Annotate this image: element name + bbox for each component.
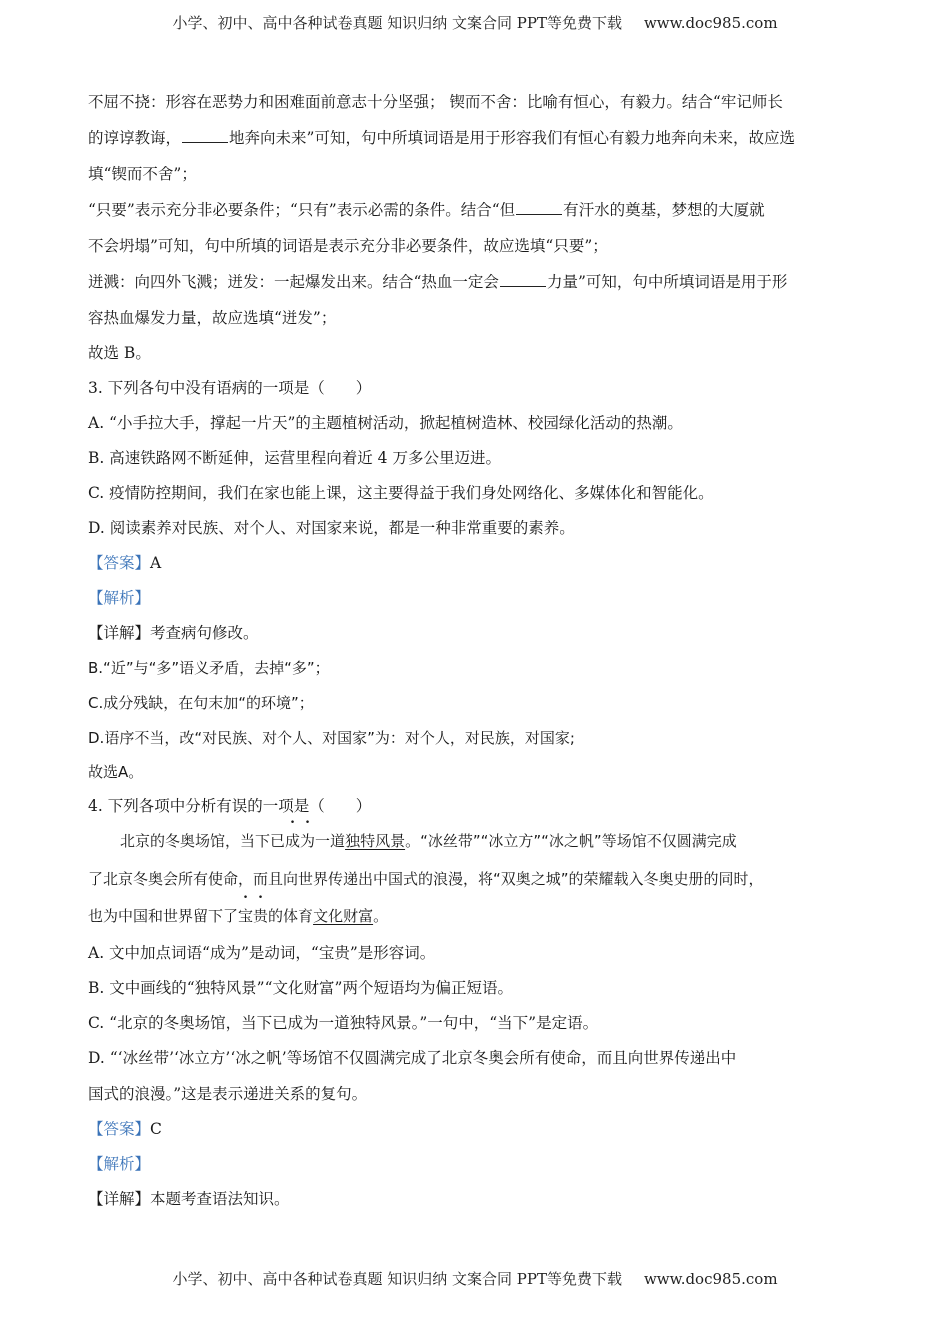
q3-stem: 3. 下列各句中没有语病的一项是（ ） — [88, 379, 372, 397]
page-header — [0, 12, 950, 33]
underlined-phrase: 文化财富 — [313, 907, 374, 925]
q4-option-c: C. “北京的冬奥场馆，当下已成为一道独特风景。”一句中，“当下”是定语。 — [88, 1014, 599, 1032]
q3-option-d: D. 阅读素养对民族、对个人、对国家来说，都是一种非常重要的素养。 — [88, 519, 575, 537]
dotted-char: 贵 — [253, 907, 269, 925]
answer-tag: 【答案】 — [88, 554, 151, 572]
q2-line-5: 不会坍塌”可知，句中所填的词语是表示充分非必要条件，故应选填“只要”； — [88, 237, 608, 255]
footer-url[interactable]: www.doc985.com — [643, 1270, 778, 1288]
answer-value: A — [150, 554, 162, 572]
q2-line-2: 的谆谆教诲， 地奔向未来”可知，句中所填词语是用于形容我们有恒心有毅力地奔向未来，故应选 — [88, 129, 795, 147]
dotted-char: 为 — [300, 832, 316, 850]
q4-option-a: A. 文中加点词语“成为”是动词，“宝贵”是形容词。 — [88, 944, 436, 962]
q4-passage-line-3: 也为中国和世界留下了宝贵的体育文化财富。 — [88, 907, 389, 925]
footer-text: 小学、初中、高中各种试卷真题 知识归纳 文案合同 PPT等免费下载 — [172, 1270, 622, 1288]
q3-option-b: B. 高速铁路网不断延伸，运营里程向着近 4 万多公里迈进。 — [88, 449, 501, 467]
q4-option-d-line-2: 国式的浪漫。”这是表示递进关系的复句。 — [88, 1085, 368, 1103]
q3-option-c: C. 疫情防控期间，我们在家也能上课，这主要得益于我们身处网络化、多媒体化和智能化。 — [88, 484, 714, 502]
q2-line-3: 填“锲而不舍”； — [88, 165, 197, 183]
dotted-char: 宝 — [238, 907, 254, 925]
header-text: 小学、初中、高中各种试卷真题 知识归纳 文案合同 PPT等免费下载 — [172, 14, 622, 32]
page-footer — [0, 1268, 950, 1289]
header-url[interactable]: www.doc985.com — [643, 14, 778, 32]
fill-blank — [516, 199, 562, 215]
answer-value: C — [150, 1120, 162, 1138]
fill-blank — [182, 127, 228, 143]
q4-passage-line-1: 北京的冬奥场馆，当下已成为一道独特风景。“冰丝带”“冰立方”“冰之帆”等场馆不仅圆满完成 — [120, 832, 737, 850]
q2-line-4: “只要”表示充分非必要条件；“只有”表示必需的条件。结合“但 有汗水的奠基，梦想的大厦就 — [88, 201, 765, 219]
q3-option-a: A. “小手拉大手，撑起一片天”的主题植树活动，掀起植树造林、校园绿化活动的热潮。 — [88, 414, 683, 432]
q4-detail: 【详解】本题考查语法知识。 — [88, 1190, 290, 1208]
q3-explain-c: C.成分残缺，在句末加“的环境”； — [88, 694, 314, 712]
fill-blank — [500, 271, 546, 287]
q4-passage-line-2: 了北京冬奥会所有使命，而且向世界传递出中国式的浪漫，将“双奥之城”的荣耀载入冬奥史册的同时， — [88, 870, 764, 888]
q3-detail: 【详解】考查病句修改。 — [88, 624, 259, 642]
q2-conclusion: 故选 B。 — [88, 344, 151, 362]
q3-answer — [88, 552, 868, 574]
q4-stem: 4. 下列各项中分析有误的一项是（ ） — [88, 797, 372, 815]
q3-analysis-tag: 【解析】 — [88, 589, 151, 607]
q4-option-b: B. 文中画线的“独特风景”“文化财富”两个短语均为偏正短语。 — [88, 979, 513, 997]
q4-analysis-tag: 【解析】 — [88, 1155, 151, 1173]
q3-explain-b: B.“近”与“多”语义矛盾，去掉“多”； — [88, 659, 330, 677]
q4-option-d-line-1: D. “‘冰丝带’‘冰立方’‘冰之帆’等场馆不仅圆满完成了北京冬奥会所有使命，而且向世界传递出中 — [88, 1049, 737, 1067]
underlined-phrase: 独特风景 — [345, 832, 406, 850]
dotted-char: 成 — [285, 832, 301, 850]
q3-conclusion: 故选A。 — [88, 763, 144, 781]
q4-answer — [88, 1118, 868, 1140]
q2-line-7: 容热血爆发力量，故应选填“迸发”； — [88, 309, 337, 327]
answer-tag: 【答案】 — [88, 1120, 151, 1138]
q3-explain-d: D.语序不当，改“对民族、对个人、对国家”为：对个人，对民族，对国家; — [88, 729, 575, 747]
q2-line-1: 不屈不挠：形容在恶势力和困难面前意志十分坚强； 锲而不舍：比喻有恒心，有毅力。结合“牢记师长 — [88, 93, 783, 111]
q2-line-6: 迸溅：向四外飞溅；迸发：一起爆发出来。结合“热血一定会 力量”可知，句中所填词语是用于形 — [88, 273, 788, 291]
